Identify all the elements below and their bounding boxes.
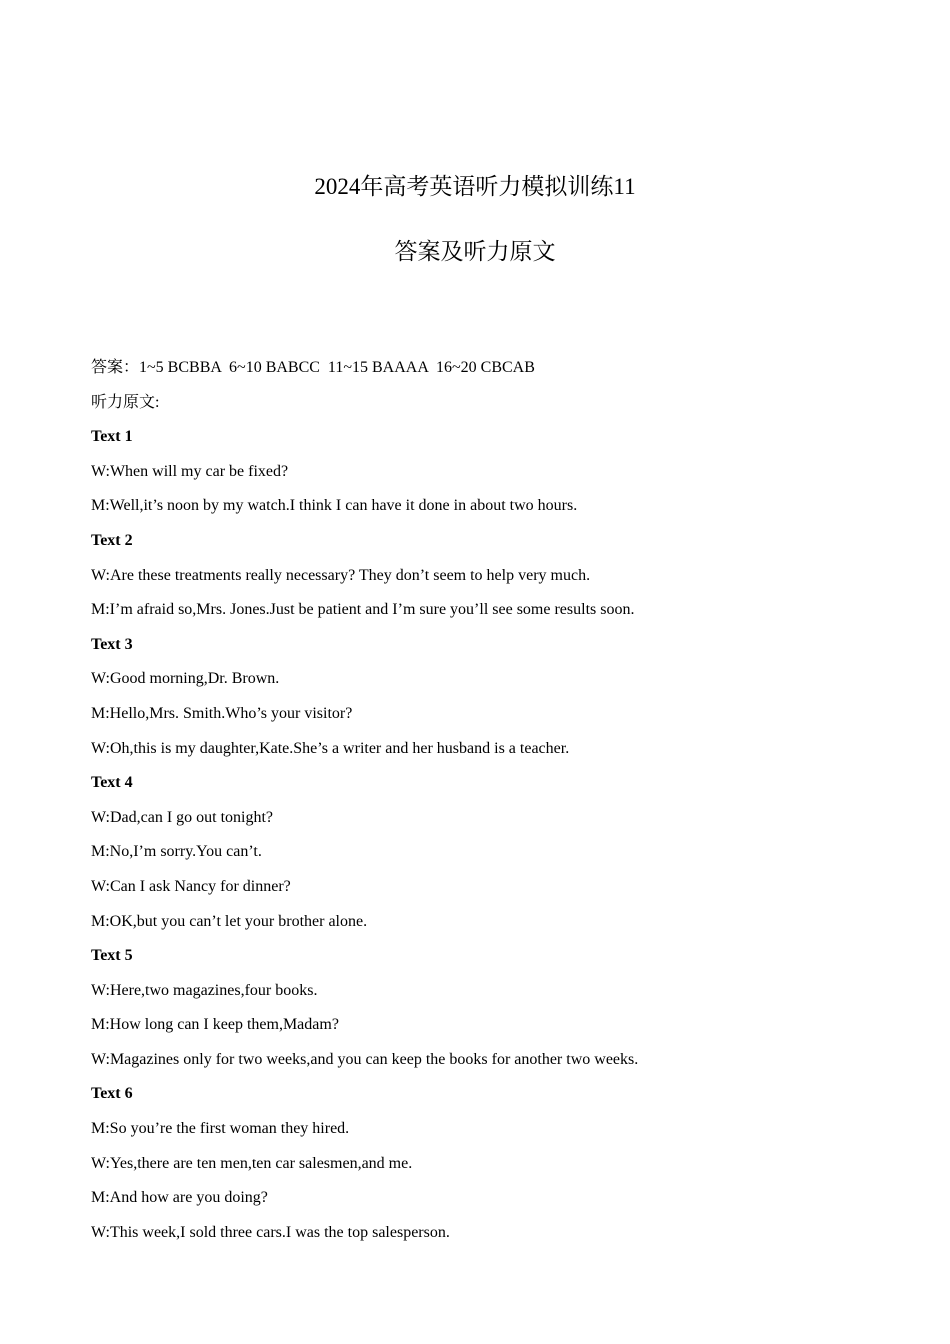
dialogue-line: W:Here,two magazines,four books. — [91, 981, 318, 999]
dialogue-line: M:I’m afraid so,Mrs. Jones.Just be patient and I’m sure you’ll see some results soon. — [91, 601, 635, 619]
dialogue-line: M:OK,but you can’t let your brother alone. — [91, 912, 368, 930]
dialogue-line: M:So you’re the first woman they hired. — [91, 1120, 350, 1138]
dialogue-line: M:Hello,Mrs. Smith.Who’s your visitor? — [91, 704, 353, 722]
dialogue-line: M:And how are you doing? — [91, 1189, 268, 1207]
answer-key — [91, 351, 871, 386]
transcript-label: 听力原文: — [91, 393, 160, 411]
dialogue-line: M:How long can I keep them,Madam? — [91, 1016, 339, 1034]
dialogue-line: W:When will my car be fixed? — [91, 462, 289, 480]
dialogue-line: W:Good morning,Dr. Brown. — [91, 670, 280, 688]
text-heading: Text 3 — [91, 635, 133, 653]
document-title: 2024年高考英语听力模拟训练11 — [314, 174, 636, 199]
document-subtitle: 答案及听力原文 — [394, 239, 556, 264]
text-heading: Text 6 — [91, 1085, 133, 1103]
answer-key-text: 1~5 BCBBA 6~10 BABCC 11~15 BAAAA 16~20 CBCAB — [139, 359, 535, 376]
dialogue-line: M:No,I’m sorry.You can’t. — [91, 843, 262, 861]
text-heading: Text 4 — [91, 774, 133, 792]
dialogue-line: W:Can I ask Nancy for dinner? — [91, 877, 291, 895]
dialogue-line: W:Yes,there are ten men,ten car salesmen,and me. — [91, 1154, 413, 1172]
answer-key-label: 答案： — [91, 359, 140, 376]
dialogue-line: W:Dad,can I go out tonight? — [91, 808, 274, 826]
dialogue-line: W:Are these treatments really necessary? They don’t seem to help very much. — [91, 566, 591, 584]
dialogue-line: M:Well,it’s noon by my watch.I think I can have it done in about two hours. — [91, 497, 578, 515]
text-heading: Text 5 — [91, 947, 133, 965]
text-heading: Text 1 — [91, 428, 133, 446]
dialogue-line: W:This week,I sold three cars.I was the top salesperson. — [91, 1223, 450, 1241]
document-body — [91, 351, 871, 1250]
dialogue-line: W:Magazines only for two weeks,and you can keep the books for another two weeks. — [91, 1050, 639, 1068]
text-heading: Text 2 — [91, 531, 133, 549]
transcript — [91, 420, 871, 1250]
dialogue-line: W:Oh,this is my daughter,Kate.She’s a writer and her husband is a teacher. — [91, 739, 570, 757]
